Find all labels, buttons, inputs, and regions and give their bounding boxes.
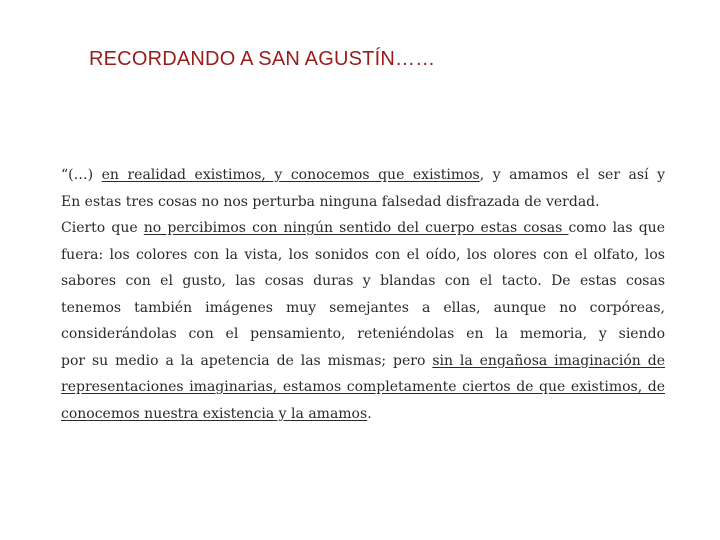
passage-line-1 <box>61 162 665 189</box>
passage-line-8 <box>61 348 665 375</box>
underlined-text: conocemos nuestra existencia y la amamos <box>61 405 368 422</box>
passage-text: como las que <box>568 220 665 236</box>
passage-line-3 <box>61 215 665 242</box>
passage-line-5: sabores con el gusto, las cosas duras y blandas con el tacto. De estas cosas <box>61 273 665 289</box>
underlined-text: sin la engañosa imaginación de <box>432 352 665 369</box>
passage-line-2: En estas tres cosas no nos perturba ninguna falsedad disfrazada de verdad. <box>61 193 600 210</box>
passage-line-6: tenemos también imágenes muy semejantes a ellas, aunque no corpóreas, <box>61 299 665 316</box>
underlined-text: en realidad existimos, y conocemos que existimos <box>101 167 480 183</box>
passage-line-7: considerándolas con el pensamiento, reteniéndolas en la memoria, y siendo <box>61 326 665 342</box>
passage-text: “(…) <box>61 167 102 183</box>
passage-text: . <box>367 405 372 422</box>
underlined-text: no percibimos con ningún sentido del cuerpo estas cosas <box>143 220 569 236</box>
passage-line-9: representaciones imaginarias, estamos completamente ciertos de que existimos, de <box>61 379 665 395</box>
passage-line-10 <box>61 401 665 428</box>
passage-line-4: fuera: los colores con la vista, los sonidos con el oído, los olores con el olfato, los <box>61 246 665 263</box>
slide-title: RECORDANDO A SAN AGUSTÍN…… <box>89 48 436 70</box>
passage-text: por su medio a la apetencia de las mismas; pero <box>61 352 433 369</box>
quote-passage <box>61 162 665 427</box>
passage-text: , y amamos el ser así y <box>479 167 665 183</box>
passage-text: Cierto que <box>61 220 144 236</box>
